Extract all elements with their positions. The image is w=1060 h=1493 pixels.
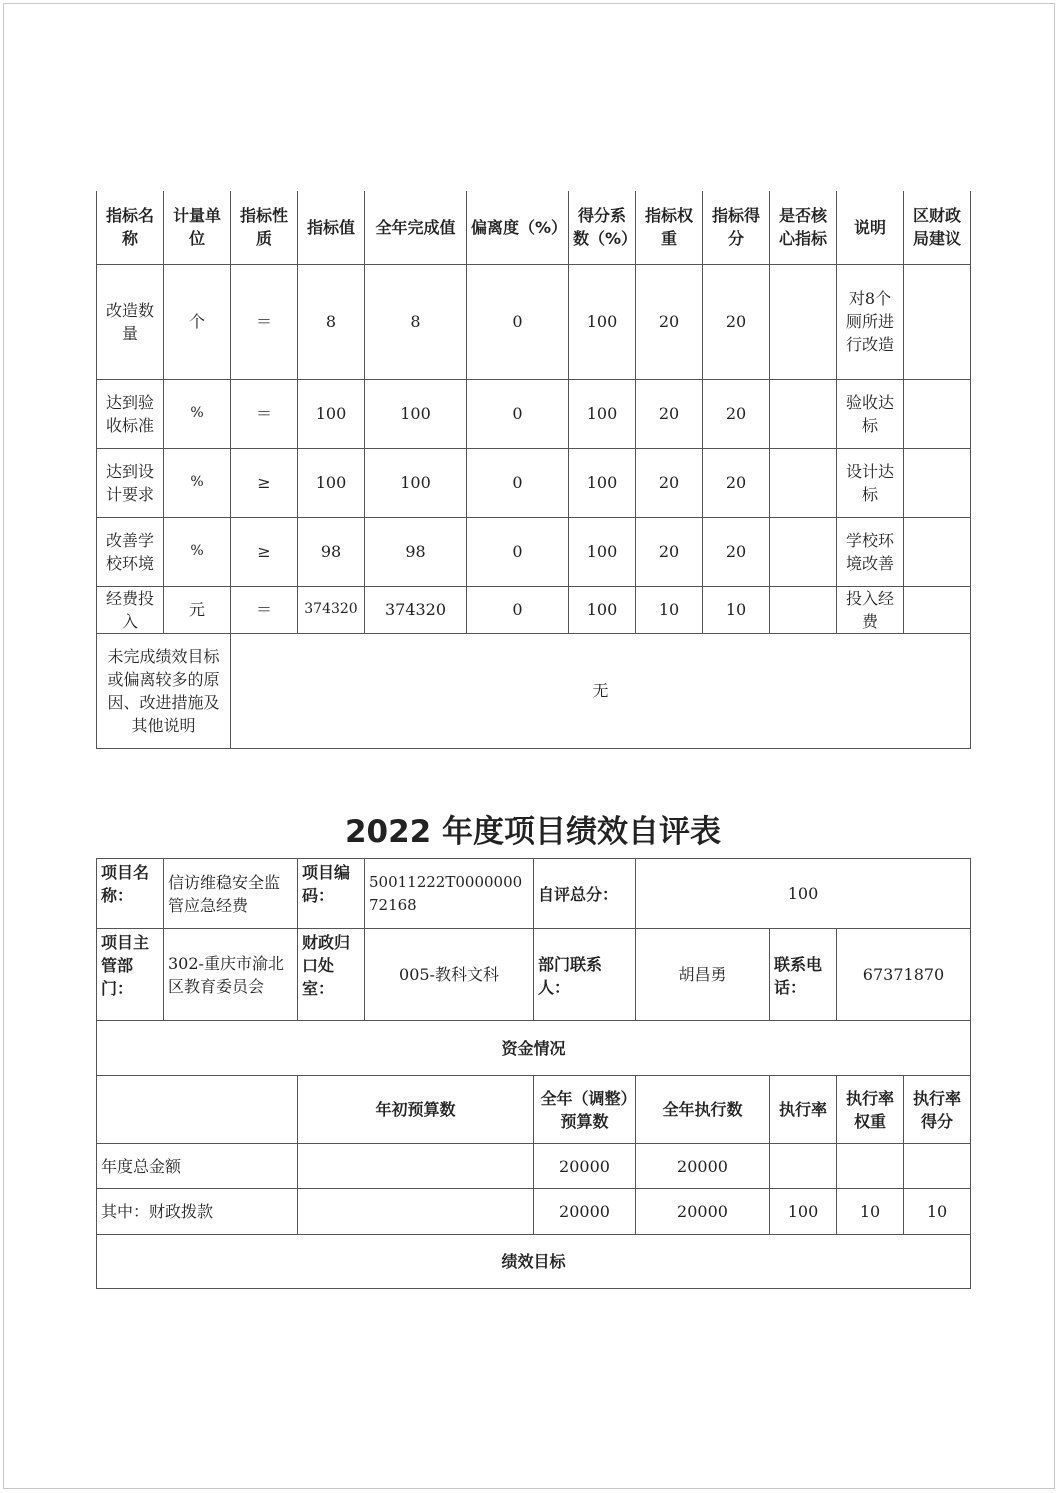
funds-section-title: 资金情况 [97, 1021, 971, 1076]
funds-rate [770, 1144, 837, 1189]
header-cell: 指标权重 [636, 191, 703, 264]
score-cell: 20 [703, 264, 770, 379]
indicator-name: 经费投入 [97, 586, 164, 633]
indicator-table [96, 191, 971, 749]
note-cell: 对8个厕所进行改造 [837, 264, 904, 379]
footer-row [97, 633, 971, 748]
funds-rate-weight [837, 1144, 904, 1189]
nature-cell: ＝ [231, 379, 298, 448]
done-cell: 374320 [365, 586, 467, 633]
funds-header-cell: 全年执行数 [636, 1076, 770, 1144]
header-cell: 区财政局建议 [904, 191, 971, 264]
finance-office-label: 财政归口处室： [298, 929, 365, 1021]
note-cell: 投入经费 [837, 586, 904, 633]
performance-section-row [97, 1235, 971, 1289]
weight-cell: 20 [636, 517, 703, 586]
table-row [97, 586, 971, 633]
dept-label: 项目主管部门： [97, 929, 164, 1021]
funds-initial [298, 1144, 534, 1189]
weight-cell: 10 [636, 586, 703, 633]
core-cell [770, 448, 837, 517]
header-cell: 计量单位 [164, 191, 231, 264]
unit-cell: % [164, 448, 231, 517]
value-cell: 100 [298, 379, 365, 448]
header-cell: 指标得分 [703, 191, 770, 264]
indicator-header-row [97, 191, 971, 264]
performance-section-title: 绩效目标 [97, 1235, 971, 1289]
coef-cell: 100 [569, 517, 636, 586]
funds-header-cell: 全年（调整）预算数 [534, 1076, 636, 1144]
funds-header-row [97, 1076, 971, 1144]
value-cell: 98 [298, 517, 365, 586]
coef-cell: 100 [569, 448, 636, 517]
weight-cell: 20 [636, 379, 703, 448]
funds-header-cell: 执行率权重 [837, 1076, 904, 1144]
phone-label: 联系电话： [770, 929, 837, 1021]
core-cell [770, 379, 837, 448]
header-cell: 指标名称 [97, 191, 164, 264]
nature-cell: ≥ [231, 517, 298, 586]
project-name: 信访维稳安全监管应急经费 [164, 859, 298, 929]
header-cell: 得分系数（%） [569, 191, 636, 264]
funds-adjusted: 20000 [534, 1189, 636, 1235]
coef-cell: 100 [569, 264, 636, 379]
page-title: 2022 年度项目绩效自评表 [344, 814, 722, 850]
done-cell: 8 [365, 264, 467, 379]
funds-rate-weight: 10 [837, 1189, 904, 1235]
deviation-cell: 0 [467, 448, 569, 517]
funds-rate-score [904, 1144, 971, 1189]
header-cell: 指标值 [298, 191, 365, 264]
unit-cell: % [164, 517, 231, 586]
unit-cell: % [164, 379, 231, 448]
score-cell: 20 [703, 379, 770, 448]
score-cell: 20 [703, 517, 770, 586]
done-cell: 100 [365, 448, 467, 517]
header-cell: 是否核心指标 [770, 191, 837, 264]
deviation-cell: 0 [467, 264, 569, 379]
funds-header-cell: 年初预算数 [298, 1076, 534, 1144]
footer-label: 未完成绩效目标或偏离较多的原因、改进措施及其他说明 [97, 633, 231, 748]
self-score: 100 [636, 859, 971, 929]
deviation-cell: 0 [467, 517, 569, 586]
advice-cell [904, 379, 971, 448]
funds-row-label: 年度总金额 [97, 1144, 298, 1189]
deviation-cell: 0 [467, 379, 569, 448]
weight-cell: 20 [636, 264, 703, 379]
core-cell [770, 264, 837, 379]
funds-initial [298, 1189, 534, 1235]
header-cell: 说明 [837, 191, 904, 264]
table-row [97, 379, 971, 448]
finance-office: 005-教科文科 [365, 929, 534, 1021]
project-row-2 [97, 929, 971, 1021]
advice-cell [904, 264, 971, 379]
project-name-label: 项目名称： [97, 859, 164, 929]
funds-header-cell: 执行率 [770, 1076, 837, 1144]
contact-label: 部门联系人： [534, 929, 636, 1021]
self-score-label: 自评总分： [534, 859, 636, 929]
project-code-label: 项目编码： [298, 859, 365, 929]
funds-header-cell: 执行率得分 [904, 1076, 971, 1144]
header-cell: 指标性质 [231, 191, 298, 264]
table-row [97, 448, 971, 517]
note-cell: 验收达标 [837, 379, 904, 448]
table-row [97, 264, 971, 379]
header-cell: 偏离度（%） [467, 191, 569, 264]
dept: 302-重庆市渝北区教育委员会 [164, 929, 298, 1021]
value-cell: 374320 [298, 586, 365, 633]
funds-adjusted: 20000 [534, 1144, 636, 1189]
contact: 胡昌勇 [636, 929, 770, 1021]
indicator-name: 达到设计要求 [97, 448, 164, 517]
core-cell [770, 517, 837, 586]
table-row [97, 517, 971, 586]
advice-cell [904, 517, 971, 586]
project-info-table [96, 858, 971, 1289]
unit-cell: 个 [164, 264, 231, 379]
value-cell: 8 [298, 264, 365, 379]
core-cell [770, 586, 837, 633]
weight-cell: 20 [636, 448, 703, 517]
table-row [97, 1189, 971, 1235]
unit-cell: 元 [164, 586, 231, 633]
value-cell: 100 [298, 448, 365, 517]
phone: 67371870 [837, 929, 971, 1021]
funds-executed: 20000 [636, 1144, 770, 1189]
table-row [97, 1144, 971, 1189]
footer-value: 无 [231, 633, 971, 748]
indicator-name: 改造数量 [97, 264, 164, 379]
score-cell: 10 [703, 586, 770, 633]
done-cell: 100 [365, 379, 467, 448]
nature-cell: ≥ [231, 448, 298, 517]
project-row-1 [97, 859, 971, 929]
note-cell: 学校环境改善 [837, 517, 904, 586]
indicator-name: 改善学校环境 [97, 517, 164, 586]
nature-cell: ＝ [231, 586, 298, 633]
coef-cell: 100 [569, 586, 636, 633]
indicator-name: 达到验收标准 [97, 379, 164, 448]
funds-row-label: 其中：财政拨款 [97, 1189, 298, 1235]
funds-header-cell [97, 1076, 298, 1144]
funds-section-row [97, 1021, 971, 1076]
advice-cell [904, 448, 971, 517]
deviation-cell: 0 [467, 586, 569, 633]
note-cell: 设计达标 [837, 448, 904, 517]
funds-rate-score: 10 [904, 1189, 971, 1235]
funds-executed: 20000 [636, 1189, 770, 1235]
score-cell: 20 [703, 448, 770, 517]
header-cell: 全年完成值 [365, 191, 467, 264]
advice-cell [904, 586, 971, 633]
nature-cell: ＝ [231, 264, 298, 379]
coef-cell: 100 [569, 379, 636, 448]
project-code: 50011222T000000072168 [365, 859, 534, 929]
funds-rate: 100 [770, 1189, 837, 1235]
done-cell: 98 [365, 517, 467, 586]
